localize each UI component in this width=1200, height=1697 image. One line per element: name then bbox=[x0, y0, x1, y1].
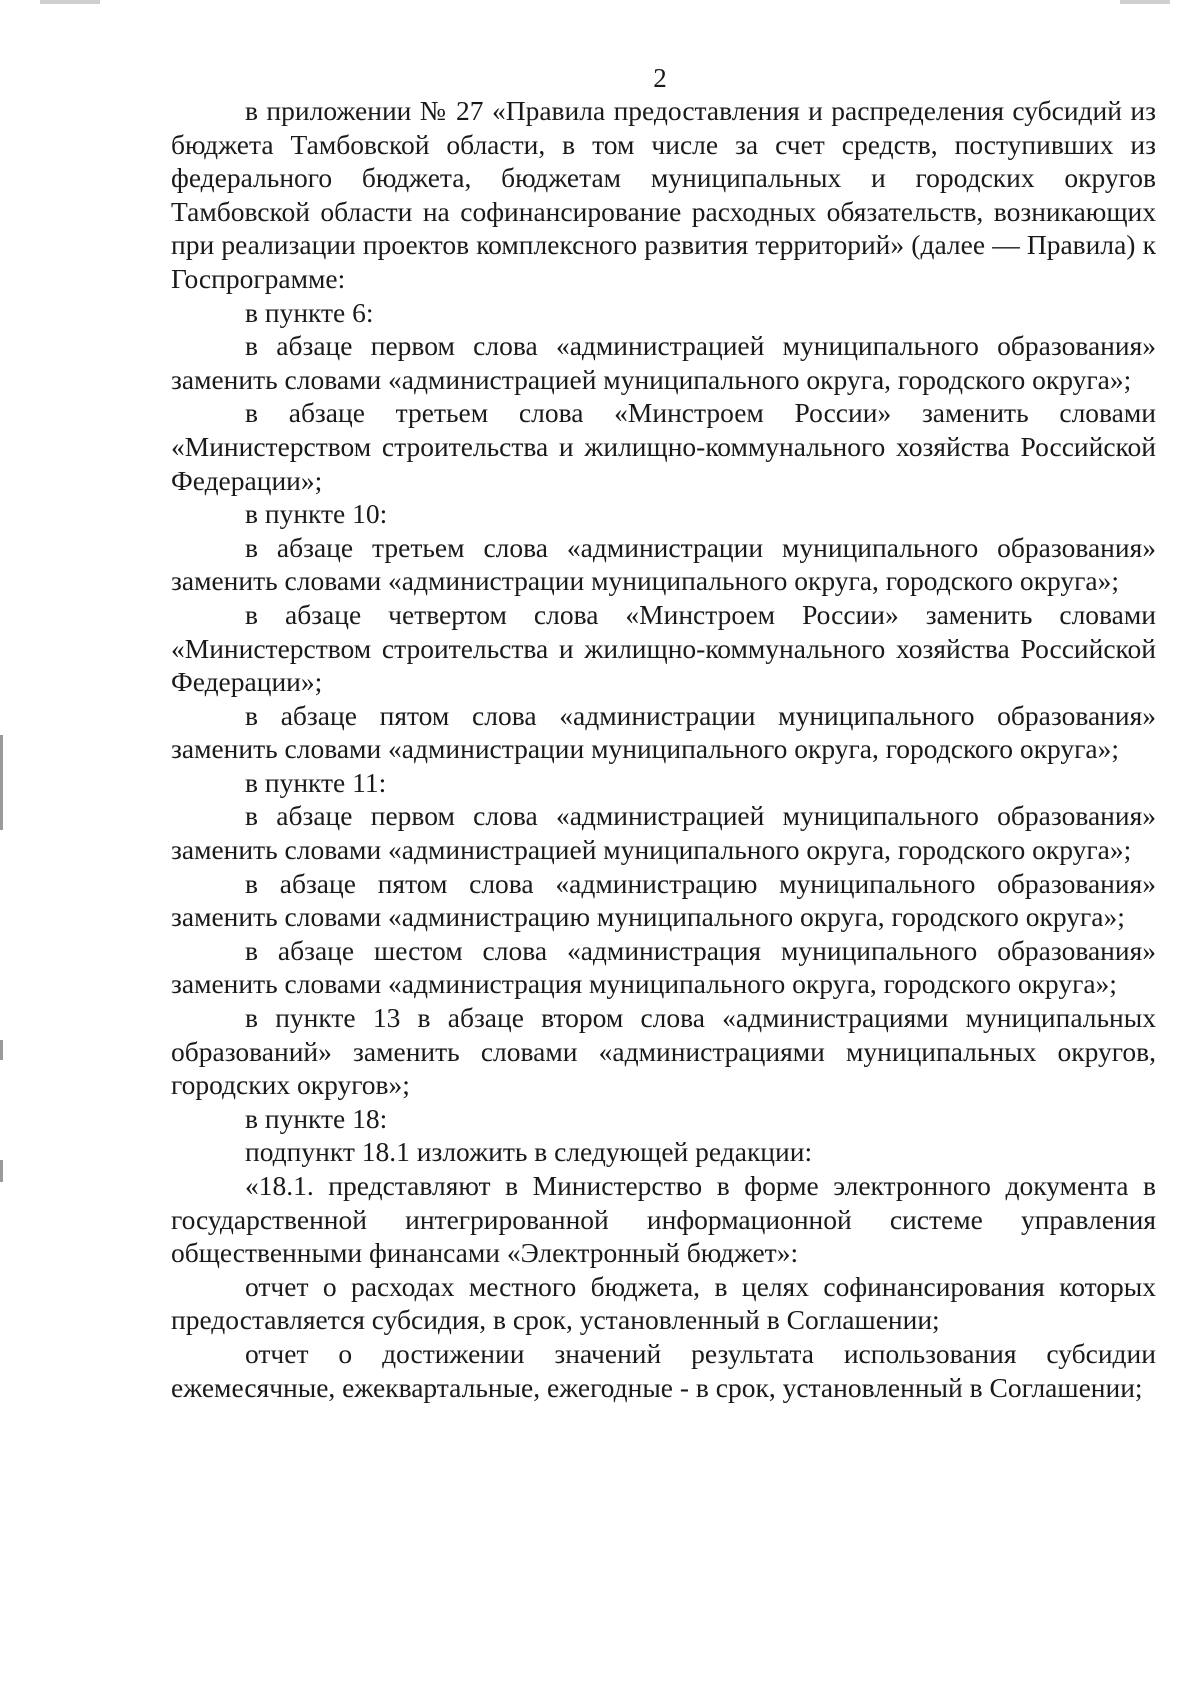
paragraph: в абзаце пятом слова «администрацию муниципального образования» заменить словами «администрацию муниципального округа, городского округа»; bbox=[171, 867, 1156, 933]
paragraph: в абзаце первом слова «администрацией муниципального образования» заменить словами «администрацией муниципального округа, городского округа»; bbox=[171, 800, 1156, 866]
paragraph: в пункте 18: bbox=[245, 1102, 388, 1134]
paragraph: подпункт 18.1 изложить в следующей редакции: bbox=[245, 1136, 813, 1168]
scan-top-mark bbox=[1120, 0, 1170, 4]
paragraph: «18.1. представляют в Министерство в форме электронного документа в государственной интегрированной информационной системе управления общественными финансами «Электронный бюджет»: bbox=[171, 1170, 1156, 1269]
paragraph: в абзаце шестом слова «администрация муниципального образования» заменить словами «администрация муниципального округа, городского округа»; bbox=[171, 934, 1156, 1000]
scan-edge-mark bbox=[0, 1160, 3, 1182]
paragraph: в абзаце пятом слова «администрации муниципального образования» заменить словами «администрации муниципального округа, городского округа»; bbox=[171, 699, 1156, 765]
page-number: 2 bbox=[653, 63, 667, 93]
paragraph: отчет о расходах местного бюджета, в целях софинансирования которых предоставляется субсидия, в срок, установленный в Соглашении; bbox=[171, 1270, 1156, 1336]
paragraph: в пункте 6: bbox=[245, 296, 374, 328]
document-body bbox=[171, 94, 1156, 1404]
paragraph: в абзаце третьем слова «Минстроем России» заменить словами «Министерством строительства и жилищно-коммунального хозяйства Российской Федерации»; bbox=[171, 397, 1156, 496]
scan-edge-mark bbox=[0, 735, 3, 830]
paragraph: в абзаце третьем слова «администрации муниципального образования» заменить словами «администрации муниципального округа, городского округа»; bbox=[171, 531, 1156, 597]
scan-top-mark bbox=[40, 0, 100, 4]
paragraph: в пункте 13 в абзаце втором слова «администрациями муниципальных образований» заменить словами «администрациями муниципальных округов, городских округов»; bbox=[171, 1002, 1156, 1101]
paragraph: в пункте 10: bbox=[245, 498, 388, 530]
paragraph: в абзаце первом слова «администрацией муниципального образования» заменить словами «администрацией муниципального округа, городского округа»; bbox=[171, 330, 1156, 395]
paragraph: в абзаце четвертом слова «Минстроем России» заменить словами «Министерством строительства и жилищно-коммунального хозяйства Российской Федерации»; bbox=[171, 598, 1156, 698]
paragraph: отчет о достижении значений результата использования субсидии ежемесячные, ежеквартальные, ежегодные - в срок, установленный в Соглашении; bbox=[171, 1337, 1156, 1403]
scan-edge-mark bbox=[0, 1040, 3, 1060]
paragraph: в пункте 11: bbox=[245, 766, 387, 798]
paragraph: в приложении № 27 «Правила предоставления и распределения субсидий из бюджета Тамбовской области, в том числе за счет средств, поступивших из федерального бюджета, бюджетам муниципальных и городских округов Тамбовской области на софинансирование расходных обязательств, возникающих при реализации проектов комплексного развития территорий» (далее — Правила) к Госпрограмме: bbox=[171, 95, 1156, 294]
